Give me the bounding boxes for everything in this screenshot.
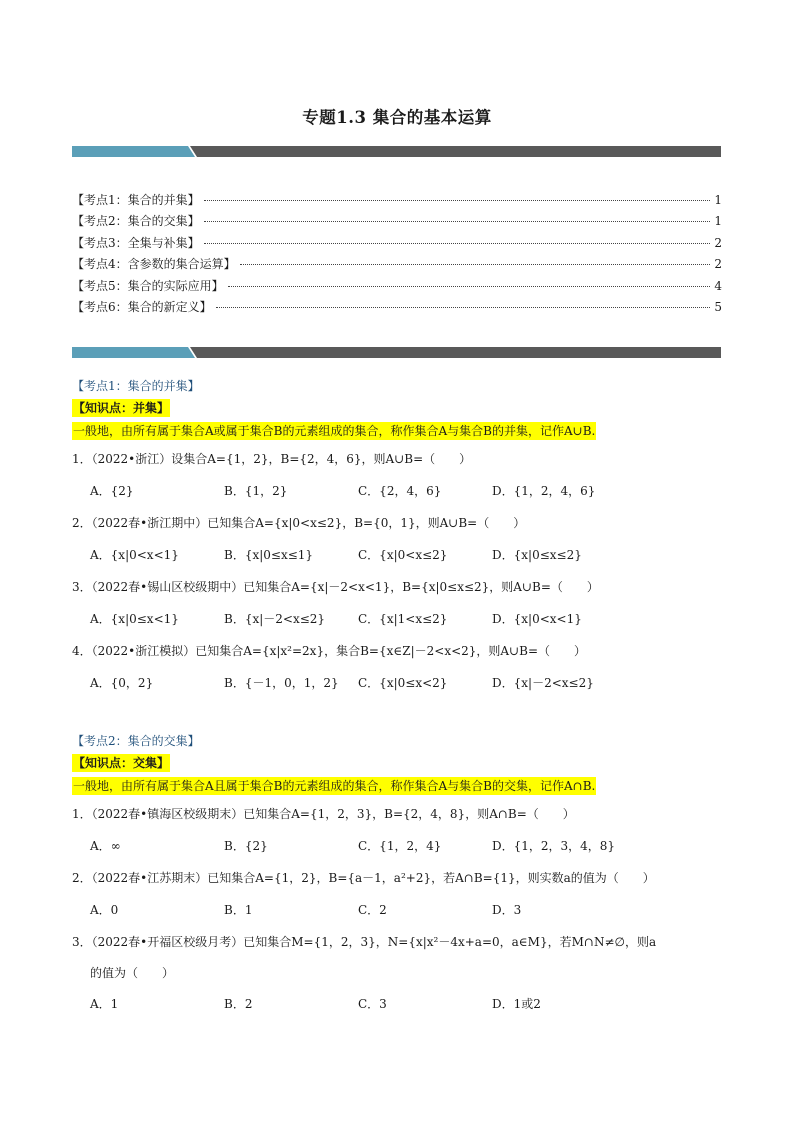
option[interactable]: A．{0，2} xyxy=(90,676,154,690)
question-stem: 2．（2022春•浙江期中）已知集合A={x|0<x≤2}，B={0，1}，则A∪B=（ ） xyxy=(72,516,526,530)
option[interactable]: A．0 xyxy=(90,903,119,917)
option[interactable]: D．{x|0<x<1} xyxy=(492,612,582,626)
options-row xyxy=(72,603,732,635)
option[interactable]: B．1 xyxy=(224,903,253,917)
option[interactable]: B．2 xyxy=(224,997,253,1011)
option[interactable]: C．{x|0≤x<2} xyxy=(358,676,448,690)
page-title: 专题1.3 集合的基本运算 xyxy=(302,108,492,127)
option[interactable]: B．{x|0≤x≤1} xyxy=(224,548,314,562)
option[interactable]: B．{x|－2<x≤2} xyxy=(224,612,326,626)
question-stem: 1．（2022•浙江）设集合A={1，2}，B={2，4，6}，则A∪B=（ ） xyxy=(72,452,472,466)
knowledge-point-label: 【知识点：并集】 xyxy=(73,401,170,415)
option[interactable]: C．{x|0<x≤2} xyxy=(358,548,448,562)
option[interactable]: B．{2} xyxy=(224,839,268,853)
section-union xyxy=(72,375,732,699)
option[interactable]: A．1 xyxy=(90,997,119,1011)
toc-item[interactable]: 【考点5：集合的实际应用】 4 xyxy=(72,278,722,293)
section-heading: 【考点1：集合的并集】 xyxy=(72,379,200,393)
option[interactable]: D．{x|－2<x≤2} xyxy=(492,676,594,690)
section-intersection xyxy=(72,730,732,1020)
header-bar-2 xyxy=(72,347,721,358)
option[interactable]: D．1或2 xyxy=(492,997,541,1011)
question-stem: 4．（2022•浙江模拟）已知集合A={x|x²=2x}，集合B={x∈Z|－2<x<2}，则A∪B=（ ） xyxy=(72,644,587,658)
option[interactable]: A．{x|0<x<1} xyxy=(90,548,179,562)
option[interactable]: C．3 xyxy=(358,997,387,1011)
toc-item[interactable]: 【考点3：全集与补集】 2 xyxy=(72,235,722,250)
option[interactable]: D．{x|0≤x≤2} xyxy=(492,548,582,562)
question-stem: 3．（2022春•开福区校级月考）已知集合M={1，2，3}，N={x|x²－4x+a=0，a∈M}，若M∩N≠∅，则a xyxy=(72,935,657,949)
header-bar-1 xyxy=(72,146,721,157)
options-row xyxy=(72,988,732,1020)
question-stem: 3．（2022春•锡山区校级期中）已知集合A={x|－2<x<1}，B={x|0≤x≤2}，则A∪B=（ ） xyxy=(72,580,599,594)
toc-item[interactable]: 【考点6：集合的新定义】 5 xyxy=(72,299,722,314)
toc-item[interactable]: 【考点4：含参数的集合运算】 2 xyxy=(72,257,722,272)
options-row xyxy=(72,475,732,507)
options-row xyxy=(72,830,732,862)
option[interactable]: A．{2} xyxy=(90,484,134,498)
knowledge-point-label: 【知识点：交集】 xyxy=(73,756,170,770)
option[interactable]: A．∞ xyxy=(90,839,121,853)
option[interactable]: A．{x|0≤x<1} xyxy=(90,612,179,626)
option[interactable]: C．{2，4，6} xyxy=(358,484,442,498)
toc-item[interactable]: 【考点1：集合的并集】 1 xyxy=(72,193,722,207)
option[interactable]: C．2 xyxy=(358,903,387,917)
option[interactable]: D．{1，2，4，6} xyxy=(492,484,596,498)
option[interactable]: D．{1，2，3，4，8} xyxy=(492,839,616,853)
toc-item[interactable]: 【考点2：集合的交集】 1 xyxy=(72,214,722,229)
option[interactable]: C．{1，2，4} xyxy=(358,839,442,853)
option[interactable]: D．3 xyxy=(492,903,522,917)
question-stem: 1．（2022春•镇海区校级期末）已知集合A={1，2，3}，B={2，4，8}，则A∩B=（ ） xyxy=(72,807,575,821)
options-row xyxy=(72,539,732,571)
option[interactable]: B．{－1，0，1，2} xyxy=(224,676,339,690)
question-stem-continued: 的值为（ ） xyxy=(90,966,175,980)
question-stem: 2．（2022春•江苏期末）已知集合A={1，2}，B={a－1，a²+2}，若A∩B={1}，则实数a的值为（ ） xyxy=(72,871,655,885)
option[interactable]: C．{x|1<x≤2} xyxy=(358,612,448,626)
options-row xyxy=(72,894,732,926)
definition-text: 一般地，由所有属于集合A且属于集合B的元素组成的集合，称作集合A与集合B的交集，记作A∩B. xyxy=(73,779,596,793)
option[interactable]: B．{1，2} xyxy=(224,484,288,498)
table-of-contents xyxy=(72,191,722,319)
section-heading: 【考点2：集合的交集】 xyxy=(72,734,200,748)
definition-text: 一般地，由所有属于集合A或属于集合B的元素组成的集合，称作集合A与集合B的并集，记作A∪B. xyxy=(73,424,596,438)
options-row xyxy=(72,667,732,699)
